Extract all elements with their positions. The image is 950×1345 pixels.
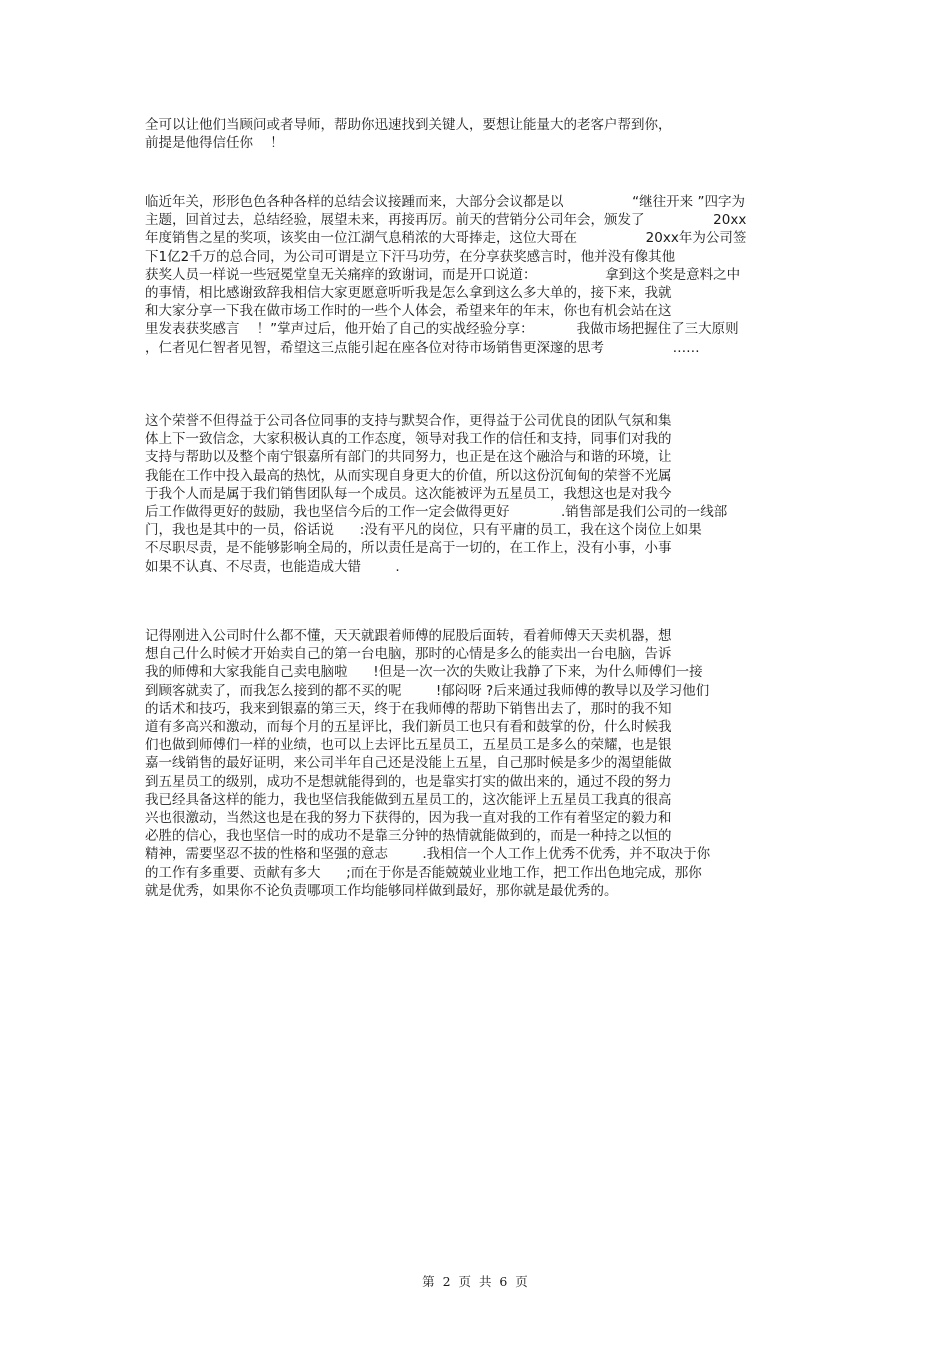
- text-line: 的话术和技巧，我来到银嘉的第三天，终于在我师傅的帮助下销售出去了，那时的我不知: [145, 700, 672, 717]
- text-line: 主题，回首过去，总结经验，展望未来，再接再厉。前天的营销分公司年会，颁发了 20xx: [145, 212, 747, 229]
- text-line: 下1亿2千万的总合同，为公司可谓是立下汗马功劳，在分享获奖感言时，他并没有像其他: [145, 248, 676, 265]
- text-line: 如果不认真、不尽责，也能造成大错 .: [145, 558, 400, 575]
- text-line: 的事情，相比感谢致辞我相信大家更愿意听听我是怎么拿到这么多大单的，接下来，我就: [145, 285, 672, 302]
- text-line: 兴也很激动，当然这也是在我的努力下获得的，因为我一直对我的工作有着坚定的毅力和: [145, 810, 672, 827]
- text-line: 里发表获奖感言 ！”掌声过后，他开始了自己的实战经验分享： 我做市场把握住了三大原则: [145, 321, 739, 338]
- text-line: 我能在工作中投入最高的热忱，从而实现自身更大的价值，所以这份沉甸甸的荣誉不光属: [145, 467, 672, 484]
- text-line: 这个荣誉不但得益于公司各位同事的支持与默契合作，更得益于公司优良的团队气氛和集: [145, 413, 672, 429]
- text-line: 必胜的信心，我也坚信一时的成功不是靠三分钟的热情就能做到的，而是一种持之以恒的: [145, 828, 672, 845]
- paragraph-advisor: [145, 116, 805, 152]
- text-line: 前提是他得信任你 ！: [145, 135, 284, 152]
- text-line: 和大家分享一下我在做市场工作时的一些个人体会，希望来年的年末，你也有机会站在这: [145, 303, 672, 320]
- paragraph-honor: [145, 412, 805, 576]
- text-line: 后工作做得更好的鼓励，我也坚信今后的工作一定会做得更好 .销售部是我们公司的一线部: [145, 504, 728, 521]
- text-line: 记得刚进入公司时什么都不懂，天天就跟着师傅的屁股后面转，看着师傅天天卖机器，想: [145, 628, 672, 644]
- text-line: 嘉一线销售的最好证明，来公司半年自己还是没能上五星，自己那时候是多少的渴望能做: [145, 755, 672, 772]
- text-line: 我已经具备这样的能力，我也坚信我能做到五星员工的，这次能评上五星员工我真的很高: [145, 791, 672, 808]
- page-footer: 第 2 页 共 6 页: [422, 1274, 528, 1289]
- text-line: 于我个人而是属于我们销售团队每一个成员。这次能被评为五星员工，我想这也是对我今: [145, 485, 672, 502]
- text-line: 门，我也是其中的一员，俗话说 :没有平凡的岗位，只有平庸的员工，我在这个岗位上如果: [145, 522, 702, 539]
- text-line: 们也做到师傅们一样的业绩，也可以上去评比五星员工，五星员工是多么的荣耀，也是银: [145, 737, 672, 754]
- text-line: 我的师傅和大家我能自己卖电脑啦 !但是一次一次的失败让我静了下来，为什么师傅们一接: [145, 664, 703, 681]
- text-line: 的工作有多重要、贡献有多大 ;而在于你是否能兢兢业业地工作，把工作出色地完成，那你: [145, 864, 702, 881]
- text-line: ，仁者见仁智者见智，希望这三点能引起在座各位对待市场销售更深邃的思考 ……: [145, 339, 700, 356]
- text-line: 道有多高兴和激动，而每个月的五星评比，我们新员工也只有看和鼓掌的份，什么时候我: [145, 719, 672, 736]
- text-line: 年度销售之星的奖项，该奖由一位江湖气息稍浓的大哥捧走，这位大哥在 20xx年为公司签: [145, 230, 747, 247]
- text-line: 就是优秀，如果你不论负责哪项工作均能够同样做到最好，那你就是最优秀的。: [145, 882, 618, 899]
- text-line: 全可以让他们当顾问或者导师，帮助你迅速找到关键人，要想让能量大的老客户帮到你，: [145, 117, 672, 133]
- text-line: 精神，需要坚忍不拔的性格和坚强的意志 .我相信一个人工作上优秀不优秀，并不取决于你: [145, 846, 711, 863]
- text-line: 支持与帮助以及整个南宁银嘉所有部门的共同努力，也正是在这个融洽与和谐的环境，让: [145, 449, 672, 466]
- text-line: 不尽职尽责，是不能够影响全局的，所以责任是高于一切的，在工作上，没有小事，小事: [145, 540, 672, 557]
- paragraph-memories: [145, 627, 805, 900]
- paragraph-year-end-meeting: [145, 193, 805, 357]
- text-line: 到顾客就卖了，而我怎么接到的都不买的呢 !郁闷呀 ?后来通过我师傅的教导以及学习他们: [145, 682, 710, 699]
- text-line: 获奖人员一样说一些冠冕堂皇无关痛痒的致谢词，而是开口说道： 拿到这个奖是意料之中: [145, 266, 741, 283]
- text-line: 临近年关，形形色色各种各样的总结会议接踵而来，大部分会议都是以 “继往开来 ”四字为: [145, 194, 745, 210]
- text-line: 体上下一致信念，大家积极认真的工作态度，领导对我工作的信任和支持，同事们对我的: [145, 431, 672, 448]
- text-line: 到五星员工的级别，成功不是想就能得到的，也是靠实打实的做出来的，通过不段的努力: [145, 773, 672, 790]
- text-line: 想自己什么时候才开始卖自己的第一台电脑，那时的心情是多么的能卖出一台电脑，告诉: [145, 646, 672, 663]
